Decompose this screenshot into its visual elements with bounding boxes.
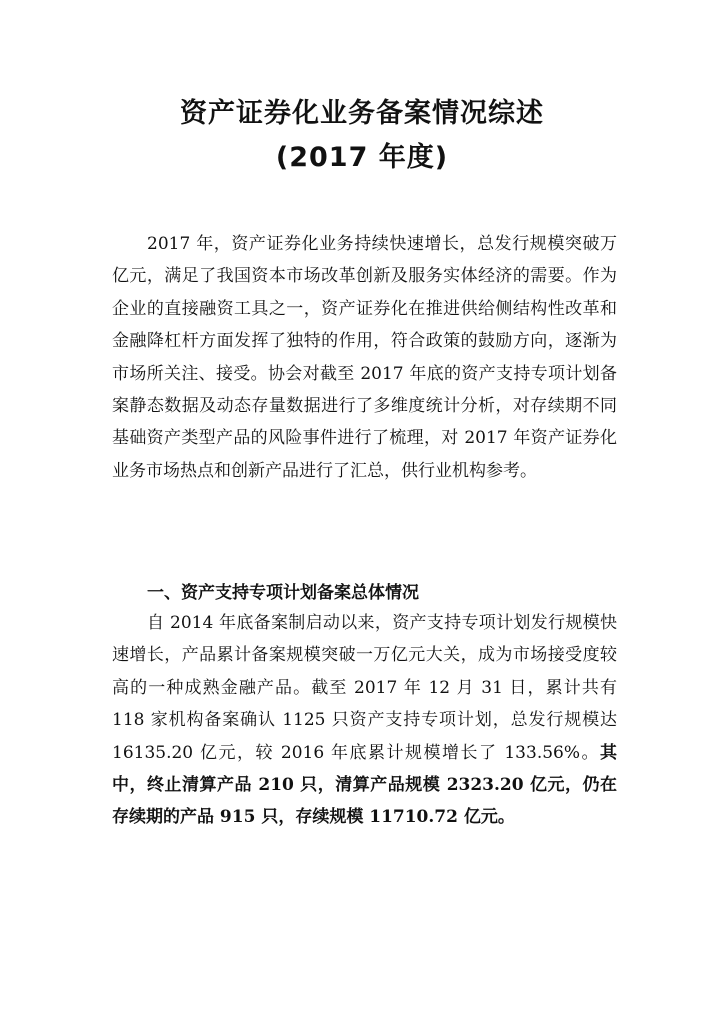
document-title: 资产证券化业务备案情况综述 bbox=[180, 98, 544, 129]
intro-paragraph: 2017 年，资产证券化业务持续快速增长，总发行规模突破万亿元，满足了我国资本市场改革创新及服务实体经济的需要。作为企业的直接融资工具之一，资产证券化在推进供给侧结构性改革和金融降杠杆方面发挥了独特的作用，符合政策的鼓励方向，逐渐为市场所关注、接受。协会对截至 2017 年底的资产支持专项计划备案静态数据及动态存量数据进行了多维度统计分析，对存续期不同基础资产类型产品的风险事件进行了梳理，对 2017 年资产证券化业务市场热点和创新产品进行了汇总，供行业机构参考。 bbox=[112, 234, 617, 481]
section-1-paragraph bbox=[112, 607, 617, 834]
section-1-body-regular: 自 2014 年底备案制启动以来，资产支持专项计划发行规模快速增长，产品累计备案规模突破一万亿元大关，成为市场接受度较高的一种成熟金融产品。截至 2017 年 12 月 31 日，累计共有 118 家机构备案确认 1125 只资产支持专项计划，总发行规模达 16135.20 亿元，较 2016 年底累计规模增长了 133.56%。 bbox=[112, 613, 617, 763]
section-1-body-bold: 其中，终止清算产品 210 只，清算产品规模 2323.20 亿元，仍在存续期的产品 915 只，存续规模 11710.72 亿元。 bbox=[112, 742, 617, 828]
document-subtitle-year: (2017 年度) bbox=[275, 142, 449, 173]
section-1-heading: 一、资产支持专项计划备案总体情况 bbox=[147, 583, 419, 603]
